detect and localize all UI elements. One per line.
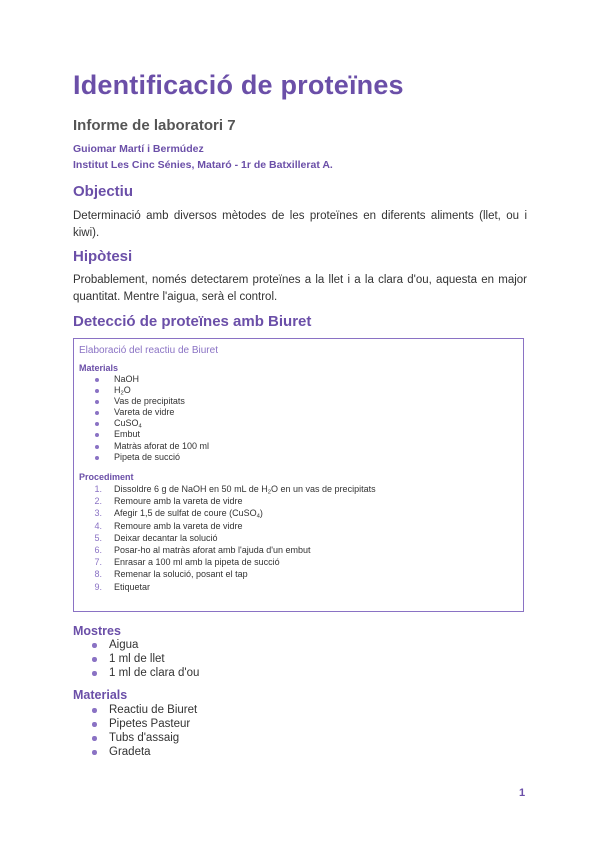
item-text: Aigua xyxy=(109,639,139,651)
step-text: Remoure amb la vareta de vidre xyxy=(114,496,243,507)
author-name: Guiomar Martí i Bermúdez xyxy=(73,143,204,155)
box-material-item xyxy=(74,429,209,440)
bullet-icon xyxy=(95,378,99,382)
step-number: 8. xyxy=(94,569,102,580)
bullet-icon xyxy=(92,671,97,676)
subscript: 2 xyxy=(267,489,272,496)
samples-heading: Mostres xyxy=(73,624,121,638)
box-material-item xyxy=(74,452,209,463)
step-number: 3. xyxy=(94,508,102,519)
biuret-heading: Detecció de proteïnes amb Biuret xyxy=(73,313,312,330)
subscript: 2 xyxy=(120,390,124,397)
material-item xyxy=(73,717,197,731)
step-number: 5. xyxy=(94,532,102,543)
hypothesis-text: Probablement, només detectarem proteïnes a la llet i a la clara d'ou, aquesta en major quantitat. Mentre l'aigua, serà el control. xyxy=(73,274,527,303)
sample-item xyxy=(73,666,199,680)
bullet-icon xyxy=(95,400,99,404)
step-text: Deixar decantar la solució xyxy=(114,532,218,543)
item-text: Vareta de vidre xyxy=(114,407,175,418)
objective-heading: Objectiu xyxy=(73,183,134,200)
box-title: Elaboració del reactiu de Biuret xyxy=(79,345,218,356)
step-number: 4. xyxy=(94,520,102,531)
step-text: Remenar la solució, posant el tap xyxy=(114,569,248,580)
biuret-reagent-box xyxy=(73,338,524,612)
bullet-icon xyxy=(92,736,97,741)
box-procedure-heading: Procediment xyxy=(79,472,134,482)
bullet-icon xyxy=(95,411,99,415)
box-material-item xyxy=(74,441,209,452)
bullet-icon xyxy=(95,389,99,393)
objective-text: Determinació amb diversos mètodes de les proteïnes en diferents aliments (llet, ou i kiwi). xyxy=(73,210,527,239)
bullet-icon xyxy=(92,657,97,662)
page-number: 1 xyxy=(519,787,526,799)
step-text: Dissoldre 6 g de NaOH en 50 mL de H xyxy=(114,484,268,494)
sample-item xyxy=(73,638,199,652)
procedure-step xyxy=(74,556,376,568)
page-title: Identificació de proteïnes xyxy=(73,70,404,100)
box-material-item xyxy=(74,396,209,407)
step-text: Remoure amb la vareta de vidre xyxy=(114,520,243,531)
item-text: Vas de precipitats xyxy=(114,396,185,407)
item-text: Embut xyxy=(114,429,141,440)
item-text: NaOH xyxy=(114,374,140,384)
procedure-step xyxy=(74,532,376,544)
item-text: 1 ml de llet xyxy=(109,653,165,665)
bullet-icon xyxy=(92,750,97,755)
step-number: 2. xyxy=(94,496,102,507)
bullet-icon xyxy=(95,422,99,426)
step-text: Afegir 1,5 de sulfat de coure (CuSO xyxy=(114,508,257,519)
step-number: 6. xyxy=(94,544,102,555)
materials-heading: Materials xyxy=(73,688,128,702)
step-text-suffix: ) xyxy=(259,508,263,519)
subscript: 4 xyxy=(138,423,142,430)
box-material-item xyxy=(74,374,209,385)
step-text: Enrasar a 100 ml amb la pipeta de succió xyxy=(114,557,280,568)
material-item xyxy=(73,731,197,745)
material-item xyxy=(73,703,197,717)
report-subtitle: Informe de laboratori 7 xyxy=(73,117,236,134)
bullet-icon xyxy=(92,708,97,713)
box-materials-list xyxy=(74,374,209,463)
sample-item xyxy=(73,652,199,666)
bullet-icon xyxy=(95,445,99,449)
samples-list xyxy=(73,638,199,680)
materials-list xyxy=(73,703,197,759)
item-text: Matràs aforat de 100 ml xyxy=(114,440,210,451)
bullet-icon xyxy=(92,722,97,727)
step-text: Etiquetar xyxy=(114,581,151,592)
item-text: Gradeta xyxy=(109,746,151,758)
subscript: 4 xyxy=(256,513,260,520)
step-text: Posar-ho al matràs aforat amb l'ajuda d'un embut xyxy=(114,544,311,555)
step-number: 9. xyxy=(94,581,102,592)
item-text: CuSO xyxy=(114,418,139,429)
item-text: Tubs d'assaig xyxy=(109,732,180,744)
hypothesis-heading: Hipòtesi xyxy=(73,248,133,265)
item-text: Reactiu de Biuret xyxy=(109,704,198,716)
author-institution: Institut Les Cinc Sénies, Mataró - 1r de Batxillerat A. xyxy=(73,159,333,171)
box-material-item xyxy=(74,407,209,418)
item-text: H xyxy=(114,385,121,396)
step-number: 7. xyxy=(94,557,102,568)
box-procedure-list xyxy=(74,483,376,593)
item-text: Pipetes Pasteur xyxy=(109,718,191,730)
procedure-step xyxy=(74,495,376,507)
item-text: Pipeta de succió xyxy=(114,451,181,462)
box-materials-heading: Materials xyxy=(79,363,119,373)
step-number: 1. xyxy=(94,484,102,494)
step-text-suffix: O en un vas de precipitats xyxy=(271,484,376,494)
procedure-step xyxy=(74,507,376,519)
procedure-step xyxy=(74,544,376,556)
box-material-item xyxy=(74,418,209,429)
item-text: 1 ml de clara d'ou xyxy=(109,667,200,679)
procedure-step xyxy=(74,520,376,532)
procedure-step xyxy=(74,568,376,580)
material-item xyxy=(73,745,197,759)
box-material-item xyxy=(74,385,209,396)
bullet-icon xyxy=(95,433,99,437)
procedure-step xyxy=(74,581,376,593)
item-text-suffix: O xyxy=(123,385,131,396)
procedure-step xyxy=(74,483,376,495)
bullet-icon xyxy=(92,643,97,648)
bullet-icon xyxy=(95,456,99,460)
